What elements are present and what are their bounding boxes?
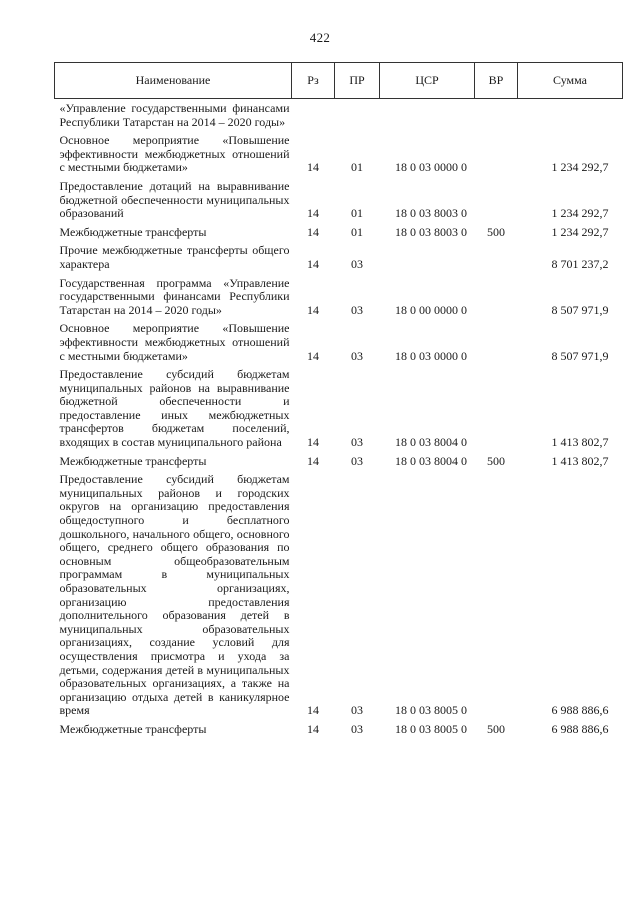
row-sum [518, 99, 623, 132]
row-rz: 14 [307, 302, 319, 317]
row-name: Межбюджетные трансферты [59, 224, 207, 239]
page-number: 422 [309, 30, 331, 45]
row-vr [475, 274, 518, 320]
row-pr: 03 [351, 348, 363, 363]
row-rz: 14 [307, 224, 319, 239]
table-row [55, 177, 623, 223]
row-name: «Управление государственными финансами Республики Татарстан на 2014 – 2020 годы» [59, 101, 290, 129]
table-row [55, 241, 623, 273]
row-sum: 1 413 802,7 [551, 453, 609, 468]
row-pr: 03 [351, 302, 363, 317]
row-csr [380, 99, 475, 132]
row-rz: 14 [307, 453, 319, 468]
row-vr [475, 99, 518, 132]
row-name: Межбюджетные трансферты [59, 453, 207, 468]
header-vr: ВР [475, 63, 518, 99]
row-name: Основное мероприятие «Повышение эффективности межбюджетных отношений с местными бюджетами» [59, 133, 290, 175]
row-csr: 18 0 03 0000 0 [395, 160, 467, 175]
table-row [55, 470, 623, 720]
row-rz: 14 [307, 435, 319, 450]
table-row [55, 99, 623, 132]
row-sum: 8 507 971,9 [551, 348, 609, 363]
table-row [55, 274, 623, 320]
row-pr: 03 [351, 435, 363, 450]
table-row [55, 319, 623, 365]
row-csr: 18 0 03 8003 0 [395, 224, 467, 239]
table-row [55, 223, 623, 242]
row-vr [475, 470, 518, 720]
row-name: Прочие межбюджетные трансферты общего характера [59, 243, 290, 271]
row-csr: 18 0 03 8005 0 [395, 703, 467, 718]
row-name: Предоставление дотаций на выравнивание бюджетной обеспеченности муниципальных образований [59, 178, 290, 221]
header-sum: Сумма [518, 63, 623, 99]
row-csr: 18 0 03 0000 0 [395, 348, 467, 363]
row-vr: 500 [487, 721, 505, 736]
row-pr: 03 [351, 256, 363, 271]
row-vr [475, 365, 518, 452]
row-rz: 14 [307, 703, 319, 718]
header-name: Наименование [55, 63, 292, 99]
row-sum: 6 988 886,6 [551, 721, 609, 736]
row-rz: 14 [307, 160, 319, 175]
row-name: Основное мероприятие «Повышение эффективности межбюджетных отношений с местными бюджетами» [59, 321, 290, 363]
table-row [55, 131, 623, 177]
row-csr: 18 0 03 8003 0 [395, 206, 467, 221]
row-rz [292, 99, 335, 132]
table-row [55, 365, 623, 452]
row-csr: 18 0 03 8005 0 [395, 721, 467, 736]
row-sum: 1 234 292,7 [551, 224, 609, 239]
row-name: Государственная программа «Управление государственными финансами Республики Татарстан на 2014 – 2020 годы» [59, 275, 290, 317]
header-pr: ПР [335, 63, 380, 99]
row-sum: 8 507 971,9 [551, 302, 609, 317]
row-pr: 01 [351, 160, 363, 175]
row-vr [475, 131, 518, 177]
table-header [55, 63, 623, 99]
header-csr: ЦСР [380, 63, 475, 99]
row-sum: 1 413 802,7 [551, 435, 609, 450]
table-row [55, 720, 623, 739]
row-sum: 1 234 292,7 [551, 206, 609, 221]
row-vr: 500 [487, 453, 505, 468]
row-vr: 500 [487, 224, 505, 239]
row-rz: 14 [307, 206, 319, 221]
table-row [55, 452, 623, 471]
table-body [55, 99, 623, 739]
header-row [55, 63, 623, 99]
row-sum: 1 234 292,7 [551, 160, 609, 175]
row-sum: 6 988 886,6 [551, 703, 609, 718]
row-rz: 14 [307, 721, 319, 736]
row-rz: 14 [307, 256, 319, 271]
row-pr [335, 99, 380, 132]
row-sum: 8 701 237,2 [551, 256, 609, 271]
row-csr: 18 0 03 8004 0 [395, 435, 467, 450]
row-csr: 18 0 00 0000 0 [395, 302, 467, 317]
row-rz: 14 [307, 348, 319, 363]
header-rz: Рз [292, 63, 335, 99]
row-name: Предоставление субсидий бюджетам муниципальных районов на выравнивание бюджетной обеспеченности и предоставление иных межбюджетных трансфертов бюджетам поселений, входящих в состав муниципального района [59, 367, 290, 450]
row-name: Предоставление субсидий бюджетам муниципальных районов и городских округов на организацию предоставления общедоступного и бесплатного дошкольного, начального общего, основного общего, среднего общего образования по основным общеобразовательным программам в муниципальных образовательных организациях, организацию предоставления дополнительного образования детей в муниципальных образовательных организациях, создание условий для осуществления присмотра и ухода за детьми, содержания детей в муниципальных образовательных организациях, а также на организацию отдыха детей в каникулярное время [59, 472, 290, 718]
row-name: Межбюджетные трансферты [59, 721, 207, 736]
row-vr [475, 241, 518, 273]
row-pr: 03 [351, 453, 363, 468]
row-csr [380, 241, 475, 273]
row-pr: 01 [351, 224, 363, 239]
row-vr [475, 177, 518, 223]
row-pr: 03 [351, 721, 363, 736]
row-csr: 18 0 03 8004 0 [395, 453, 467, 468]
row-pr: 03 [351, 703, 363, 718]
budget-table [54, 62, 623, 739]
row-vr [475, 319, 518, 365]
row-pr: 01 [351, 206, 363, 221]
